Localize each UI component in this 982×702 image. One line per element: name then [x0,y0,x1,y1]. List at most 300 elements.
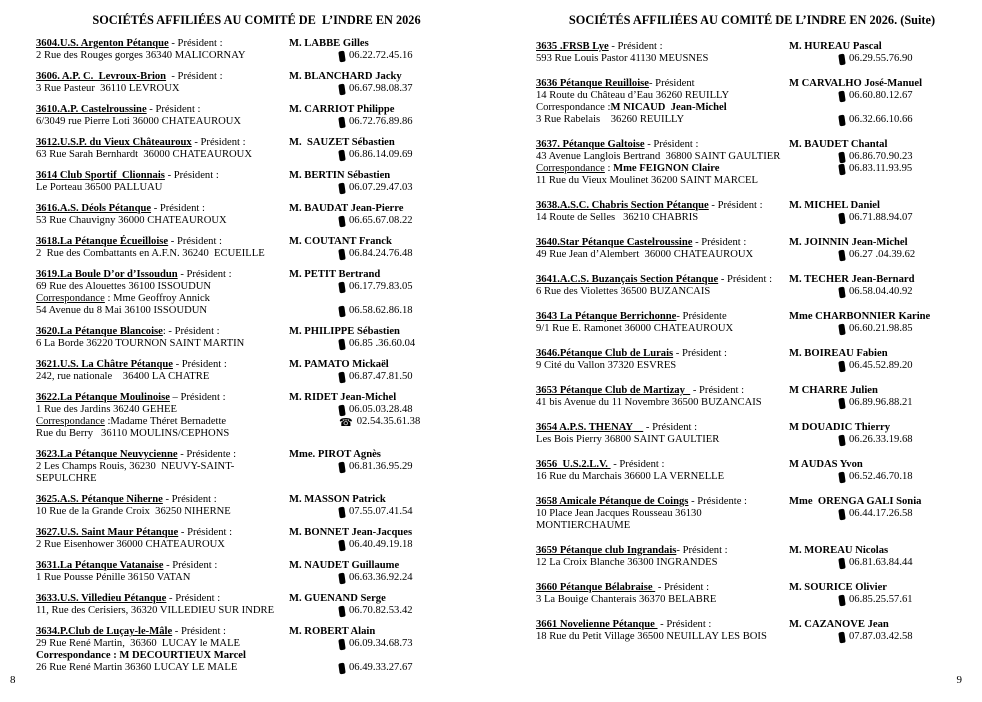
phone-number: 06.60.21.98.85 [849,323,913,334]
phone-row [289,182,477,194]
text-fragment: - Président : [177,269,232,280]
society-address-line [36,50,289,62]
mobile-phone-icon [338,182,345,194]
society-entry [536,200,968,224]
page-number: 9 [956,674,962,686]
society-title [536,237,789,249]
text-fragment: 16 Rue du Marchais 36600 LA VERNELLE [536,471,725,482]
society-info [36,392,289,440]
text-fragment: - Présidente : [688,496,747,507]
text-fragment: Le Porteau 36500 PALLUAU [36,182,163,193]
phone-row [789,114,968,126]
society-info [536,200,789,224]
text-fragment: 3640.Star Pétanque Castelroussine [536,237,693,248]
mobile-phone-icon [338,371,345,383]
text-fragment: 3612.U.S.P. du Vieux Châteauroux [36,137,192,148]
text-fragment: - Président : [166,71,223,82]
phone-number: 06.52.46.70.18 [849,471,913,482]
society-entry [536,139,968,187]
text-fragment: 14 Route de Selles 36210 CHABRIS [536,212,699,223]
text-fragment: - Président [649,78,695,89]
phone-row [289,539,477,551]
society-entry [36,170,477,194]
text-fragment: 3614 Club Sportif Clionnais [36,170,165,181]
text-fragment: 242, rue nationale 36400 LA CHATRE [36,371,210,382]
society-info [36,626,289,674]
text-fragment: - Président : [172,626,226,637]
society-address-line [536,114,789,126]
society-address-line [36,539,289,551]
president-name: M. NAUDET Guillaume [289,560,400,571]
society-entry [536,274,968,298]
society-info [36,494,289,518]
text-fragment: - Président : [657,619,712,630]
society-entry [536,237,968,261]
society-entry [36,71,477,95]
phone-number: 06.81.63.84.44 [849,557,913,568]
society-address-line [536,508,789,532]
text-fragment: 3637. Pétanque Galtoise [536,139,645,150]
phone-number: 02.54.35.61.38 [356,416,421,427]
text-fragment: 18 Rue du Petit Village 36500 NEUILLAY LES BOIS [536,631,767,642]
mobile-phone-icon [338,215,345,227]
president-name: M. BAUDET Chantal [789,139,888,150]
society-info [536,237,789,261]
phone-row [289,416,477,428]
society-info [536,545,789,569]
society-entry [536,311,968,335]
president-name: M. PAMATO Mickaël [289,359,389,370]
text-fragment: 3627.U.S. Saint Maur Pétanque [36,527,179,538]
phone-row [789,90,968,102]
phone-number: 06.29.55.76.90 [849,53,913,64]
phone-row [289,149,477,161]
society-address-line [36,281,289,293]
phone-number: 06.60.80.12.67 [849,90,913,101]
mobile-phone-icon [338,50,345,62]
society-info [536,422,789,446]
text-fragment: 43 Avenue Langlois Bertrand 36800 SAINT GAULTIER [536,151,781,162]
phone-row [789,212,968,224]
text-fragment: - Président : [162,494,217,505]
mobile-phone-icon [838,212,845,224]
text-fragment: - Président : [168,236,222,247]
president-name: M AUDAS Yvon [789,459,863,470]
text-fragment: - Président : [655,582,710,593]
society-address-line [36,338,289,350]
text-fragment: - Président : [172,359,227,370]
society-address-line [536,163,789,175]
society-entry [536,459,968,483]
society-entry [536,619,968,643]
society-entry [36,104,477,128]
society-contact [789,459,968,483]
text-fragment: 63 Rue Sarah Bernhardt 36000 CHATEAUROUX [36,149,252,160]
phone-row [289,281,477,293]
society-title [36,104,289,116]
phone-number: 06.83.11.93.95 [849,163,913,174]
president-name: M. BERTIN Sébastien [289,170,391,181]
mobile-phone-icon [338,572,345,584]
text-fragment: 3641.A.C.S. Buzançais Section Pétanque [536,274,719,285]
text-fragment: 3620.La Pétanque Blancoise [36,326,163,337]
mobile-phone-icon [338,338,345,350]
text-fragment: 1 Rue des Jardins 36240 GEHEE [36,404,177,415]
society-title [36,560,289,572]
president-name: M CHARRE Julien [789,385,878,396]
phone-number: 06.70.82.53.42 [349,605,413,616]
society-info [36,38,289,62]
text-fragment: : Mme Geoffroy Annick [104,293,210,304]
text-fragment: 3 Rue Pasteur 36110 LEVROUX [36,83,180,94]
mobile-phone-icon [838,360,845,372]
text-fragment: Correspondance : M DECOURTIEUX Marcel [36,650,246,661]
society-entry [36,137,477,161]
text-fragment: 3659 Pétanque club Ingrandais [536,545,677,556]
mobile-phone-icon [838,286,845,298]
society-title [536,496,789,508]
phone-row [289,605,477,617]
phone-number: 06.32.66.10.66 [849,114,913,125]
text-fragment: : - Président : [162,326,220,337]
text-fragment: - Président : [164,170,219,181]
society-contact [289,560,477,584]
society-title [536,545,789,557]
society-address-line [36,293,289,305]
president-name: M. JOINNIN Jean-Michel [789,237,908,248]
text-fragment: - Présidente : [177,449,237,460]
phone-row [289,83,477,95]
text-fragment: 3618.La Pétanque Écueilloise [36,236,169,247]
society-address-line [536,471,789,483]
mobile-phone-icon [838,631,845,643]
society-info [36,269,289,317]
society-title [36,38,289,50]
mobile-phone-icon [338,83,345,95]
phone-number: 06.27 .04.39.62 [849,249,916,260]
mobile-phone-icon [838,151,845,163]
text-fragment: 1 Rue Pousse Pénille 36150 VATAN [36,572,191,583]
society-contact [289,236,477,260]
text-fragment: - Président : [643,422,698,433]
society-title [536,311,789,323]
mobile-phone-icon [338,248,345,260]
text-fragment: 49 Rue Jean d’Alembert 36000 CHATEAUROUX [536,249,754,260]
society-entry [536,385,968,409]
president-name: M DOUADIC Thierry [789,422,891,433]
phone-number: 06.58.62.86.18 [349,305,413,316]
text-fragment: 3633.U.S. Villedieu Pétanque [36,593,167,604]
mobile-phone-icon [838,90,845,102]
society-entry [36,449,477,485]
society-address-line [36,404,289,416]
text-fragment: - Président : [608,41,663,52]
phone-row [789,397,968,409]
society-address-line [536,631,789,643]
text-fragment: 3610.A.P. Castelroussine [36,104,147,115]
phone-number: 07.87.03.42.58 [849,631,913,642]
society-title [36,449,289,461]
phone-row [289,215,477,227]
mobile-phone-icon [838,323,845,335]
mobile-phone-icon [838,397,845,409]
society-title [536,385,789,397]
society-address-line [536,397,789,409]
society-contact [289,137,477,161]
phone-row [789,323,968,335]
phone-row [789,360,968,372]
society-contact [789,78,968,126]
phone-row [289,572,477,584]
text-fragment: 3622.La Pétanque Moulinoise [36,392,170,403]
text-fragment: 3646.Pétanque Club de Lurais [536,348,674,359]
society-title [36,71,289,83]
president-name: M. TECHER Jean-Bernard [789,274,915,285]
society-title [36,593,289,605]
president-name: M. BONNET Jean-Jacques [289,527,413,538]
phone-number: 06.09.34.68.73 [349,638,413,649]
text-fragment: : [604,163,614,174]
page-number: 8 [10,674,16,686]
mobile-phone-icon [838,557,845,569]
society-address-line [36,215,289,227]
mobile-phone-icon [338,305,345,317]
text-fragment: 3635 .FRSB Lye [536,41,609,52]
mobile-phone-icon [838,508,845,520]
society-info [536,582,789,606]
society-entry [536,582,968,606]
society-address-line [36,248,289,260]
phone-row [289,305,477,317]
text-fragment: 3604.U.S. Argenton Pétanque [36,38,169,49]
society-contact [289,38,477,62]
text-fragment: 9 Cité du Vallon 37320 ESVRES [536,360,677,371]
society-contact [789,619,968,643]
society-contact [289,326,477,350]
society-entry [36,236,477,260]
society-contact [789,41,968,65]
text-fragment: - Président : [692,237,747,248]
phone-number: 06.85 .36.60.04 [349,338,416,349]
text-fragment: 26 Rue René Martin 36360 LUCAY LE MALE [36,662,238,673]
society-address-line [536,53,789,65]
society-entry [36,203,477,227]
president-name: M. COUTANT Franck [289,236,392,247]
phone-row [789,53,968,65]
society-entry [36,494,477,518]
phone-number: 06.85.25.57.61 [849,594,913,605]
society-title [36,170,289,182]
text-fragment: - Président : [168,38,223,49]
phone-row [789,163,968,175]
society-info [536,78,789,126]
mobile-phone-icon [338,461,345,473]
society-address-line [36,650,289,662]
society-contact [789,139,968,187]
society-contact [789,422,968,446]
society-address-line [36,371,289,383]
president-name: M. MOREAU Nicolas [789,545,889,556]
president-name: M. SAUZET Sébastien [289,137,395,148]
phone-number: 06.40.49.19.18 [349,539,413,550]
society-contact [789,348,968,372]
society-contact [289,104,477,128]
society-info [536,311,789,335]
society-info [36,326,289,350]
text-fragment: - Président : [191,137,246,148]
text-fragment: 3638.A.S.C. Chabris Section Pétanque [536,200,709,211]
president-name: M. CAZANOVE Jean [789,619,889,630]
text-fragment: 3653 Pétanque Club de Martizay [536,385,691,396]
phone-number: 06.63.36.92.24 [349,572,413,583]
entries-list [536,41,968,643]
society-info [536,459,789,483]
phone-number: 06.67.98.08.37 [349,83,413,94]
text-fragment: Correspondance [36,293,105,304]
society-info [536,619,789,643]
president-name: M. PETIT Bertrand [289,269,381,280]
phone-row [789,434,968,446]
society-title [536,78,789,90]
landline-phone-icon [339,417,353,428]
phone-row [289,506,477,518]
text-fragment: M NICAUD Jean-Michel [610,102,727,113]
mobile-phone-icon [338,404,345,416]
society-title [36,626,289,638]
society-title [36,326,289,338]
society-info [36,137,289,161]
phone-number: 06.49.33.27.67 [349,662,413,673]
phone-number: 06.86.14.09.69 [349,149,413,160]
phone-number: 06.71.88.94.07 [849,212,913,223]
phone-number: 06.86.70.90.23 [849,151,913,162]
text-fragment: 3621.U.S. La Châtre Pétanque [36,359,173,370]
phone-row [789,286,968,298]
society-entry [36,560,477,584]
text-fragment: 6 La Borde 36220 TOURNON SAINT MARTIN [36,338,245,349]
phone-number: 06.26.33.19.68 [849,434,913,445]
president-name: M. ROBERT Alain [289,626,376,637]
society-address-line [536,557,789,569]
society-address-line [36,638,289,650]
society-contact [289,392,477,440]
society-contact [789,237,968,261]
text-fragment: 12 La Croix Blanche 36300 INGRANDES [536,557,718,568]
entries-list [36,38,477,674]
phone-row [289,371,477,383]
society-entry [36,626,477,674]
text-fragment: 29 Rue René Martin, 36360 LUCAY le MALE [36,638,241,649]
president-name: M. MICHEL Daniel [789,200,880,211]
mobile-phone-icon [838,434,845,446]
society-address-line [536,175,789,187]
mobile-phone-icon [838,594,845,606]
text-fragment: 3654 A.P.S. THENAY [536,422,644,433]
text-fragment: 3 La Bouige Chanterais 36370 BELABRE [536,594,717,605]
text-fragment: - Président : [146,104,201,115]
phone-row [289,461,477,473]
society-address-line [536,102,789,114]
mobile-phone-icon [338,281,345,293]
president-name: M. HUREAU Pascal [789,41,882,52]
society-title [36,203,289,215]
text-fragment: 11, Rue des Cerisiers, 36320 VILLEDIEU SUR INDRE [36,605,275,616]
phone-row [789,508,968,520]
society-info [36,170,289,194]
text-fragment: 3625.A.S. Pétanque Niherne [36,494,163,505]
society-address-line [36,305,289,317]
mobile-phone-icon [338,638,345,650]
mobile-phone-icon [838,163,845,175]
phone-row [789,631,968,643]
phone-row [289,638,477,650]
text-fragment: - Président : [676,545,728,556]
society-contact [789,582,968,606]
society-info [36,71,289,95]
society-contact [289,170,477,194]
president-name: M. CARRIOT Philippe [289,104,395,115]
president-name: Mme CHARBONNIER Karine [789,311,931,322]
text-fragment: - Président : [644,139,699,150]
text-fragment: 3619.La Boule D’or d’Issoudun [36,269,178,280]
society-contact [789,274,968,298]
phone-number: 06.45.52.89.20 [849,360,913,371]
phone-number: 06.87.47.81.50 [349,371,413,382]
society-title [536,41,789,53]
text-fragment: 69 Rue des Alouettes 36100 ISSOUDUN [36,281,212,292]
mobile-phone-icon [338,116,345,128]
phone-row [289,248,477,260]
text-fragment: 2 Les Champs Rouis, 36230 NEUVY-SAINT-SEPULCHRE [36,461,235,484]
society-info [536,139,789,187]
text-fragment: 3631.La Pétanque Vatanaise [36,560,164,571]
mobile-phone-icon [338,506,345,518]
society-address-line [536,151,789,163]
society-info [36,449,289,485]
society-info [536,348,789,372]
society-address-line [36,83,289,95]
society-address-line [36,149,289,161]
president-name: M. BLANCHARD Jacky [289,71,402,82]
phone-row [789,594,968,606]
text-fragment: 14 Route du Château d’Eau 36260 REUILLY [536,90,730,101]
page-title: SOCIÉTÉS AFFILIÉES AU COMITÉ DE L’INDRE EN 2026 [92,13,421,27]
society-info [36,236,289,260]
text-fragment: - Président : [166,593,221,604]
society-entry [536,41,968,65]
society-info [536,41,789,65]
society-info [36,104,289,128]
society-contact [289,626,477,674]
society-address-line [36,662,289,674]
society-title [536,459,789,471]
phone-number: 06.07.29.47.03 [349,182,413,193]
society-info [36,359,289,383]
text-fragment: 593 Rue Louis Pastor 41130 MEUSNES [536,53,709,64]
text-fragment: Mme FEIGNON Claire [613,163,720,174]
phone-row [789,249,968,261]
president-name: M. GUENAND Serge [289,593,386,604]
society-address-line [536,212,789,224]
society-title [536,422,789,434]
society-entry [36,326,477,350]
text-fragment: 3634.P.Club de Luçay-le-Mâle [36,626,173,637]
phone-number: 06.65.67.08.22 [349,215,413,226]
society-entry [536,348,968,372]
phone-row [289,338,477,350]
society-title [36,359,289,371]
president-name: M. BOIREAU Fabien [789,348,888,359]
